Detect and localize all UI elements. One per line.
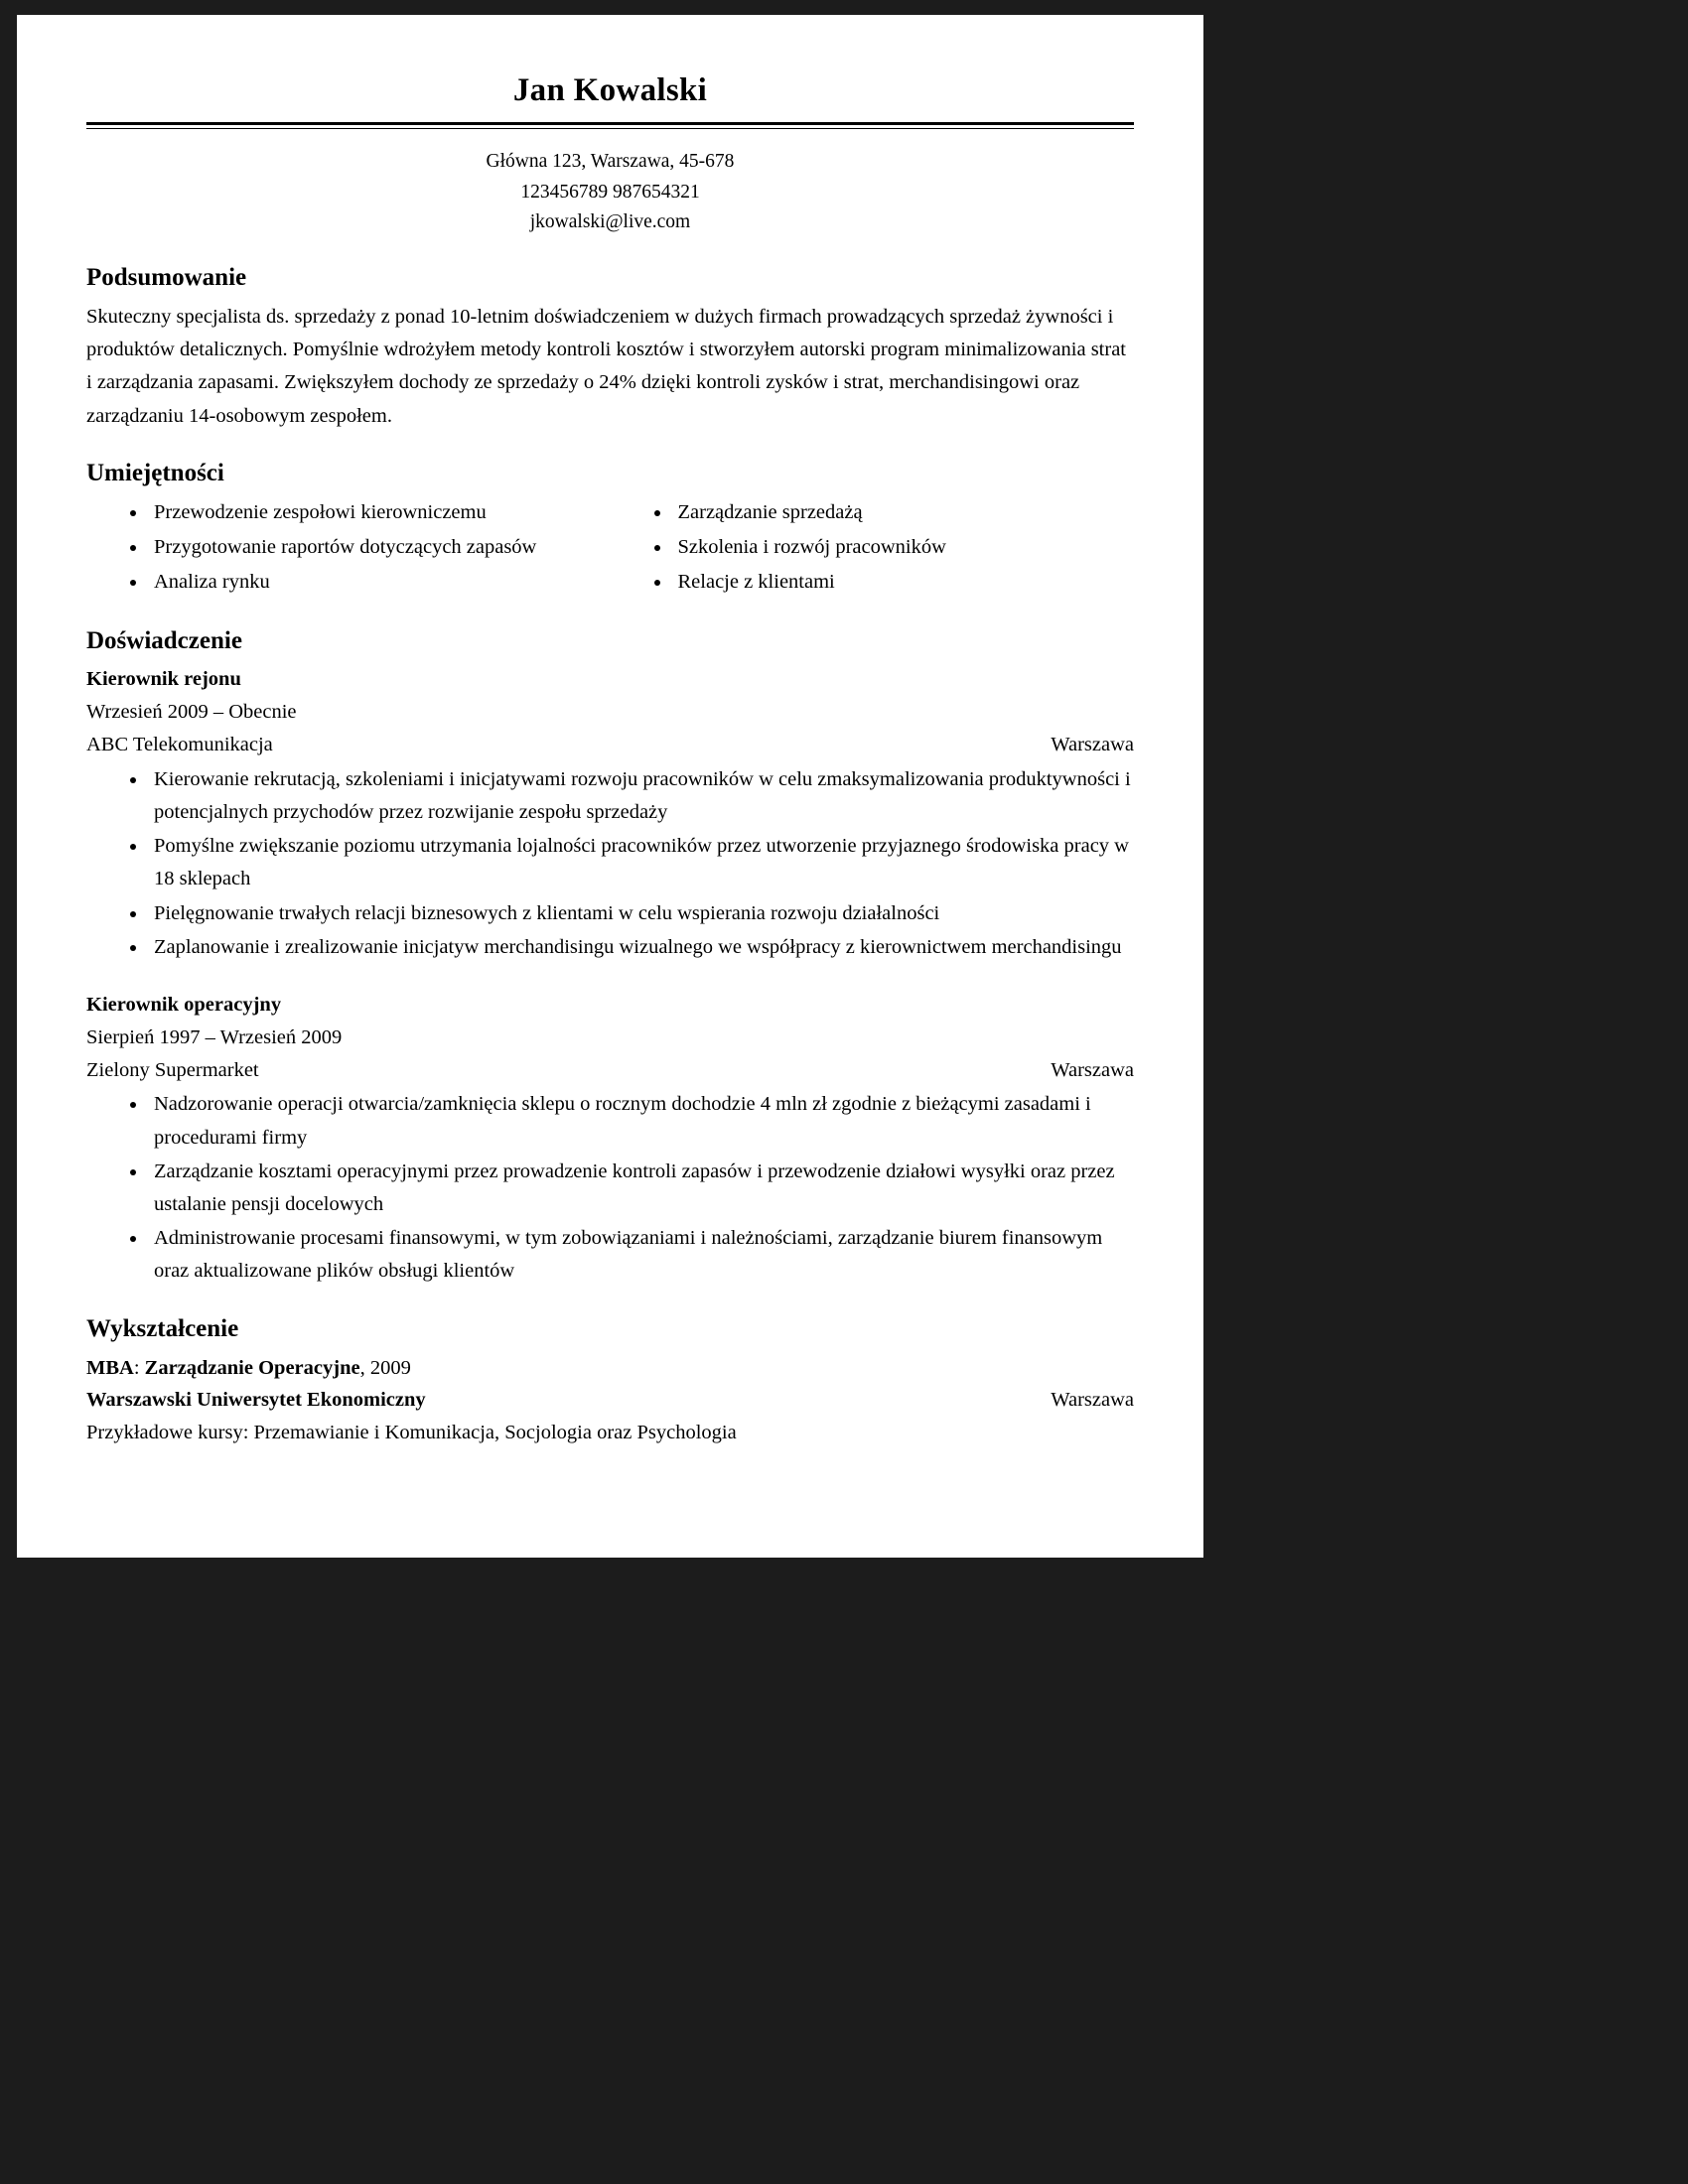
education-degree-separator: :	[133, 1356, 145, 1379]
education-degree-label: MBA	[86, 1356, 134, 1379]
experience-entry	[86, 990, 1134, 1289]
contact-phone: 123456789 987654321	[520, 181, 700, 203]
list-item: • Relacje z klientami	[672, 566, 1135, 599]
job-location: Warszawa	[1051, 733, 1134, 755]
page-title: Jan Kowalski	[512, 72, 708, 108]
education-courses: Przykładowe kursy: Przemawianie i Komunikacja, Socjologia oraz Psychologia	[86, 1422, 737, 1444]
education-degree-name: Zarządzanie Operacyjne	[144, 1356, 360, 1379]
job-dates: Wrzesień 2009 – Obecnie	[86, 701, 297, 724]
job-location: Warszawa	[1051, 1058, 1134, 1081]
section-heading-education: Wykształcenie	[86, 1314, 239, 1342]
summary-text: Skuteczny specjalista ds. sprzedaży z ponad 10-letnim doświadczeniem w dużych firmach prowadzących sprzedaż żywności i produktów detalicznych. Pomyślnie wdrożyłem metody kontroli kosztów i stworzyłem autorski program minimalizowania strat i zarządzania zapasami. Zwiększyłem dochody ze sprzedaży o 24% dzięki kontroli zysków i strat, merchandisingowi oraz zarządzaniu 14-osobowym zespołem.	[86, 305, 1126, 427]
resume-document	[17, 15, 1203, 1558]
job-company: ABC Telekomunikacja	[86, 733, 273, 755]
section-heading-summary: Podsumowanie	[86, 263, 247, 291]
job-company-row	[86, 1054, 1134, 1087]
list-item: • Zarządzanie sprzedażą	[672, 496, 1135, 529]
job-company: Zielony Supermarket	[86, 1058, 259, 1081]
job-responsibilities	[86, 1088, 1134, 1288]
list-item: • Przygotowanie raportów dotyczących zapasów	[148, 531, 611, 564]
list-item: • Zarządzanie kosztami operacyjnymi przez prowadzenie kontroli zapasów i przewodzenie działowi wysyłki oraz przez ustalanie pensji docelowych	[148, 1156, 1134, 1221]
education-location: Warszawa	[1051, 1389, 1134, 1412]
section-heading-experience: Doświadczenie	[86, 627, 242, 655]
list-item: • Analiza rynku	[148, 566, 611, 599]
list-item: • Zaplanowanie i zrealizowanie inicjatyw merchandisingu wizualnego we współpracy z kierownictwem merchandisingu	[148, 931, 1134, 964]
job-dates: Sierpień 1997 – Wrzesień 2009	[86, 1025, 343, 1048]
list-item: • Administrowanie procesami finansowymi, w tym zobowiązaniami i należnościami, zarządzanie biurem finansowym oraz aktualizowane plików obsługi klientów	[148, 1222, 1134, 1288]
experience-entry	[86, 664, 1134, 964]
header-divider	[86, 122, 1134, 129]
list-item: • Nadzorowanie operacji otwarcia/zamknięcia sklepu o rocznym dochodzie 4 mln zł zgodnie z bieżącymi zasadami i procedurami firmy	[148, 1088, 1134, 1154]
job-title: Kierownik operacyjny	[86, 993, 282, 1016]
skills-column-right	[611, 496, 1135, 602]
skills-column-left	[86, 496, 611, 602]
education-degree-year: , 2009	[359, 1356, 411, 1379]
job-company-row	[86, 729, 1134, 761]
contact-address: Główna 123, Warszawa, 45-678	[486, 151, 735, 173]
skills-list	[86, 496, 1134, 602]
list-item: • Pielęgnowanie trwałych relacji biznesowych z klientami w celu wspierania rozwoju działalności	[148, 897, 1134, 930]
contact-email: jkowalski@live.com	[529, 210, 691, 232]
education-school: Warszawski Uniwersytet Ekonomiczny	[86, 1389, 426, 1412]
list-item: • Szkolenia i rozwój pracowników	[672, 531, 1135, 564]
job-responsibilities	[86, 763, 1134, 964]
job-title: Kierownik rejonu	[86, 668, 241, 691]
section-heading-skills: Umiejętności	[86, 459, 224, 486]
list-item: • Przewodzenie zespołowi kierowniczemu	[148, 496, 611, 529]
list-item: • Kierowanie rekrutacją, szkoleniami i inicjatywami rozwoju pracowników w celu zmaksymalizowania produktywności i potencjalnych przychodów przez rozwijanie zespołu sprzedaży	[148, 763, 1134, 829]
list-item: • Pomyślne zwiększanie poziomu utrzymania lojalności pracowników przez utworzenie przyjaznego środowiska pracy w 18 sklepach	[148, 830, 1134, 895]
education-school-row	[86, 1384, 1134, 1417]
education-degree	[86, 1352, 1134, 1385]
